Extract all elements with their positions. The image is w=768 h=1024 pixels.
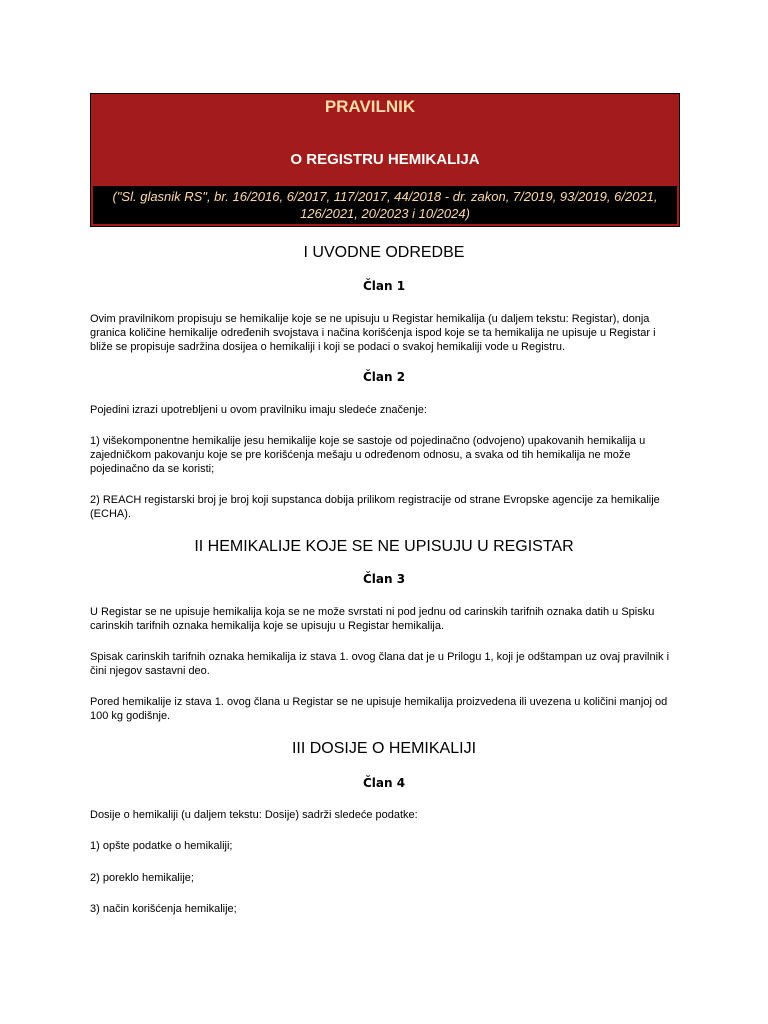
gazette-line-2: 126/2021, 20/2023 i 10/2024) <box>300 206 470 221</box>
gazette-reference <box>93 186 677 224</box>
paragraph: Pored hemikalije iz stava 1. ovog člana u Registar se ne upisuje hemikalija proizvedena ili uvezena u količini manjoj od 100 kg godišnje. <box>90 696 668 722</box>
list-item: 2) poreklo hemikalije; <box>90 872 194 884</box>
gazette-line-1: ("Sl. glasnik RS", br. 16/2016, 6/2017, 117/2017, 44/2018 - dr. zakon, 7/2019, 93/2019, 6/2021, <box>112 189 658 204</box>
section-heading: III DOSIJE O HEMIKALIJI <box>291 740 477 757</box>
list-item: 1) opšte podatke o hemikaliji; <box>90 840 233 852</box>
paragraph: 2) REACH registarski broj je broj koji supstanca dobija prilikom registracije od strane Evropske agencije za hemikalije (ECHA). <box>90 494 660 520</box>
paragraph: 1) višekomponentne hemikalije jesu hemikalije koje se sastoje od pojedinačno (odvojeno) upakovanih hemikalija u zajedničkom pakovanju koje se pre korišćenja mešaju u određenom odnosu, a svaka od tih hemikalija ne može pojedinačno da se koristi; <box>90 435 646 475</box>
paragraph: Ovim pravilnikom propisuju se hemikalije koje se ne upisuju u Registar hemikalija (u daljem tekstu: Registar), donja granica količine hemikalije određenih svojstava i načina korišćenja ispod koje se ta hemikalija ne upisuje u Registar i bliže se propisuje sadržina dosijea o hemikaliji i koji se podaci o svakoj hemikaliji vode u Registru. <box>90 313 656 353</box>
paragraph: Spisak carinskih tarifnih oznaka hemikalija iz stava 1. ovog člana dat je u Prilogu 1, koji je odštampan uz ovaj pravilnik i čini njegov sastavni deo. <box>90 651 670 677</box>
article-heading: Član 1 <box>362 279 406 293</box>
paragraph: U Registar se ne upisuje hemikalija koja se ne može svrstati ni pod jednu od carinskih tarifnih oznaka datih u Spisku carinskih tarifnih oznaka hemikalija koje se upisuju u Registar hemikalija. <box>90 606 655 632</box>
section-heading: II HEMIKALIJE KOJE SE NE UPISUJU U REGISTAR <box>194 538 574 555</box>
article-heading: Član 2 <box>362 370 406 384</box>
article-heading: Član 4 <box>362 776 406 790</box>
article-heading: Član 3 <box>362 572 406 586</box>
document-header <box>90 93 680 227</box>
document-subtitle: O REGISTRU HEMIKALIJA <box>290 151 480 168</box>
paragraph: Dosije o hemikaliji (u daljem tekstu: Dosije) sadrži sledeće podatke: <box>90 809 418 821</box>
paragraph: Pojedini izrazi upotrebljeni u ovom pravilniku imaju sledeće značenje: <box>90 404 427 416</box>
section-heading: I UVODNE ODREDBE <box>303 244 465 261</box>
document-title: PRAVILNIK <box>324 97 416 116</box>
list-item: 3) način korišćenja hemikalije; <box>90 903 237 915</box>
